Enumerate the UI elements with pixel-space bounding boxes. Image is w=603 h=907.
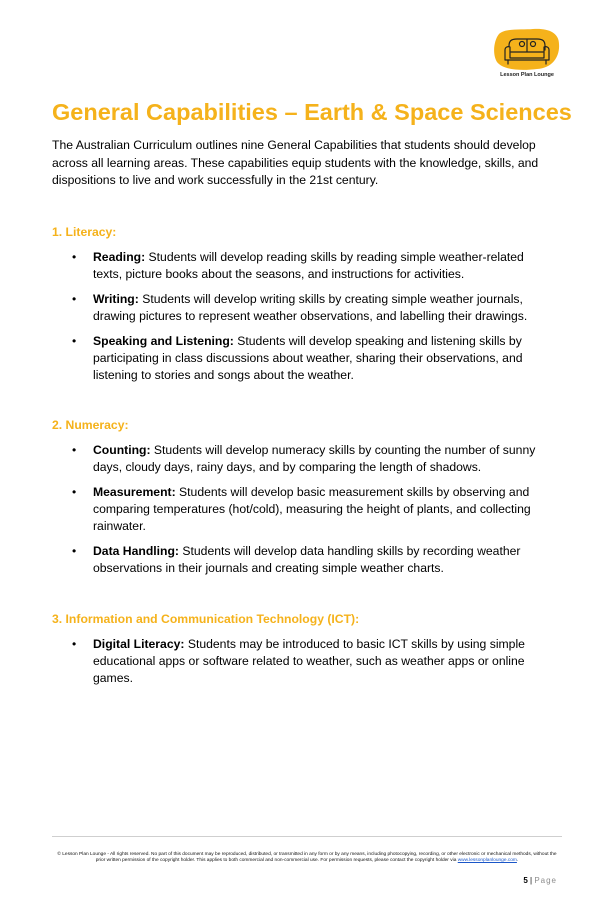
numeracy-list (72, 442, 550, 585)
item-text: Students will develop numeracy skills by counting the number of sunny days, cloudy days, rainy days, and by comparing the length of shadows. (93, 443, 536, 474)
footer-website-link[interactable]: www.lessonplanlounge.com (457, 858, 517, 864)
item-label: Speaking and Listening: (93, 334, 234, 348)
bullet-icon: • (72, 637, 77, 651)
copyright-text: © Lesson Plan Lounge - All rights reserved. No part of this document may be reproduced, distributed, or transmitted in any form or by any means, including photocopying, recording, or other electronic or mechanical methods, without the prior written permission of the copyright holder. This applies to both commercial and non-commercial use. For permission requests, please contact the copyright holder via (57, 852, 557, 864)
bullet-icon: • (72, 334, 77, 348)
item-text: Students will develop speaking and listening skills by participating in class discussions about weather, sharing their observations, and listening to stories and songs about the weather. (93, 334, 523, 382)
page-number-value: 5 (523, 876, 528, 885)
item-text: Students will develop reading skills by reading simple weather-related texts, picture books about the seasons, and instructions for activities. (93, 250, 524, 281)
item-label: Digital Literacy: (93, 637, 185, 651)
list-item (72, 636, 550, 687)
literacy-list (72, 249, 550, 392)
item-label: Reading: (93, 250, 146, 264)
page-separator: | (527, 876, 535, 885)
brand-logo (493, 28, 561, 82)
page-label: Page (534, 876, 557, 885)
item-text: Students will develop writing skills by creating simple weather journals, drawing pictures to represent weather observations, and labelling their drawings. (93, 292, 528, 323)
bullet-icon: • (72, 250, 77, 264)
section-heading-numeracy: 2. Numeracy: (52, 418, 129, 432)
page-title: General Capabilities – Earth & Space Sciences (52, 99, 572, 125)
item-text: Students may be introduced to basic ICT skills by using simple educational apps or software related to weather, such as weather apps or online games. (93, 637, 525, 685)
bullet-icon: • (72, 292, 77, 306)
page-number (523, 876, 557, 885)
footer-copyright (52, 852, 562, 864)
list-item (72, 442, 550, 476)
item-text: Students will develop basic measurement skills by observing and comparing temperatures (hot/cold), measuring the height of plants, and collecting rainwater. (93, 485, 531, 533)
footer-divider (52, 836, 562, 837)
list-item (72, 484, 550, 535)
section-heading-ict: 3. Information and Communication Technology (ICT): (52, 612, 360, 626)
list-item (72, 333, 550, 384)
link-suffix: . (516, 858, 519, 864)
item-label: Measurement: (93, 485, 176, 499)
logo-text: Lesson Plan Lounge (500, 72, 554, 78)
bullet-icon: • (72, 485, 77, 499)
list-item (72, 249, 550, 283)
item-label: Counting: (93, 443, 151, 457)
ict-list (72, 636, 550, 695)
item-label: Writing: (93, 292, 139, 306)
couch-logo-icon (493, 28, 561, 72)
item-text: Students will develop data handling skills by recording weather observations in their journals and creating simple weather charts. (93, 544, 521, 575)
bullet-icon: • (72, 544, 77, 558)
bullet-icon: • (72, 443, 77, 457)
list-item (72, 543, 550, 577)
intro-paragraph: The Australian Curriculum outlines nine General Capabilities that students should develop across all learning areas. These capabilities equip students with the knowledge, skills, and dispositions to live and work successfully in the 21st century. (52, 138, 539, 187)
item-label: Data Handling: (93, 544, 179, 558)
section-heading-literacy: 1. Literacy: (52, 225, 117, 239)
list-item (72, 291, 550, 325)
